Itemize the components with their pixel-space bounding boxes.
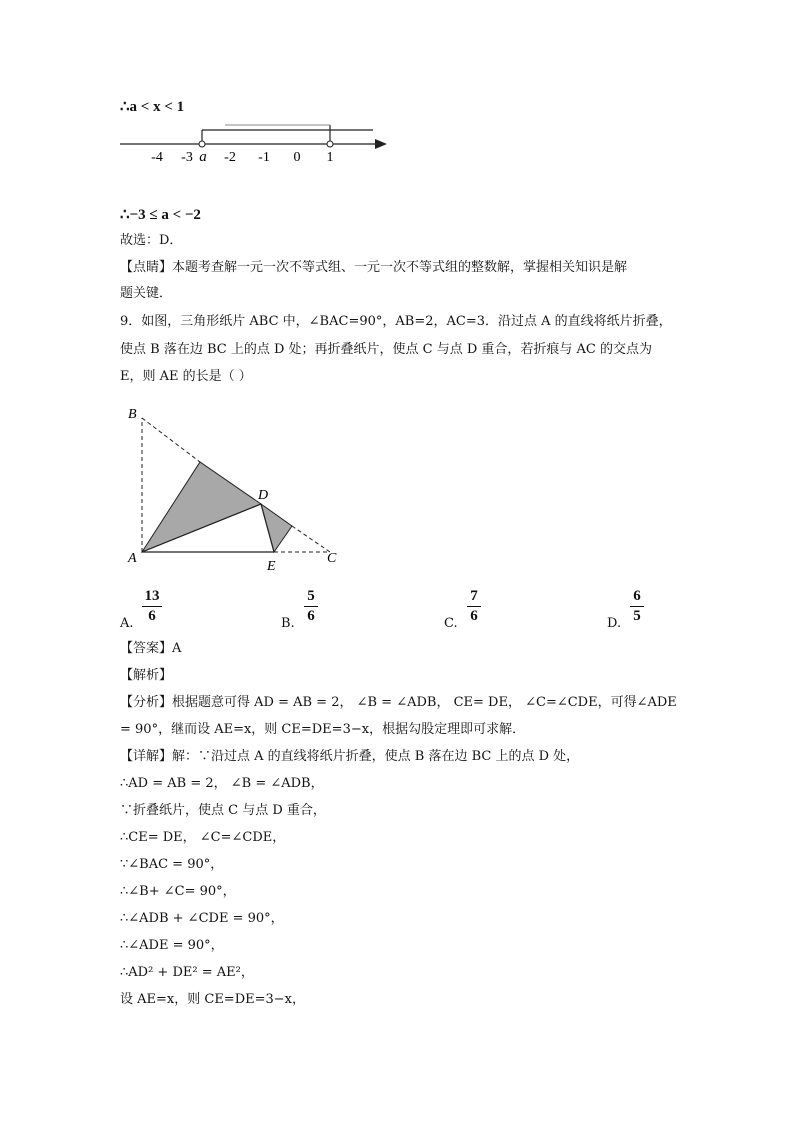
triangle-figure bbox=[120, 400, 350, 575]
option-b-fraction bbox=[304, 588, 318, 625]
detail-line-6: ∴∠B+ ∠C= 90°， bbox=[120, 884, 236, 899]
analysis-line-1: 【分析】根据题意可得 AD = AB = 2， ∠B = ∠ADB， CE= DE， ∠C=∠CDE，可得∠ADE bbox=[120, 695, 677, 710]
dashed-side-c bbox=[292, 526, 330, 552]
numerator: 6 bbox=[633, 588, 641, 604]
detail-line-7: ∴∠ADB + ∠CDE = 90°， bbox=[120, 911, 284, 926]
numerator: 5 bbox=[307, 588, 315, 604]
choice-line: 故选：D． bbox=[120, 233, 183, 248]
denominator: 5 bbox=[633, 608, 641, 624]
tick-label: -1 bbox=[258, 150, 270, 165]
label-e: E bbox=[267, 559, 276, 574]
shaded-triangle-abd bbox=[142, 462, 261, 552]
fraction-bar bbox=[630, 606, 644, 607]
detail-line-8: ∴∠ADE = 90°， bbox=[120, 938, 224, 953]
detail-line-1: 【详解】解：∵沿过点 A 的直线将纸片折叠，使点 B 落在边 BC 上的点 D 处， bbox=[120, 749, 580, 764]
detail-line-2: ∴AD = AB = 2， ∠B = ∠ADB， bbox=[120, 776, 324, 791]
shaded-triangle-dec bbox=[261, 504, 292, 552]
detail-line-9: ∴AD² + DE² = AE²， bbox=[120, 965, 254, 980]
analysis-title: 【解析】 bbox=[120, 668, 173, 683]
label-d: D bbox=[258, 488, 269, 503]
tick-label: 1 bbox=[326, 150, 334, 165]
inequality-bottom: ∴−3 ≤ a < −2 bbox=[120, 207, 201, 223]
label-a: A bbox=[128, 551, 137, 566]
option-d-fraction bbox=[630, 588, 644, 625]
tick-label: -4 bbox=[151, 150, 163, 165]
fraction-bar bbox=[467, 606, 481, 607]
option-c-label: C. bbox=[444, 616, 458, 631]
detail-line-5: ∵∠BAC = 90°， bbox=[120, 857, 224, 872]
tick-label: 0 bbox=[293, 150, 301, 165]
option-a-label: A. bbox=[120, 616, 134, 631]
question-line-1: 9．如图，三角形纸片 ABC 中，∠BAC=90°，AB=2，AC=3．沿过点 A 的直线将纸片折叠， bbox=[120, 314, 672, 329]
option-a-fraction bbox=[142, 588, 162, 625]
numerator: 13 bbox=[144, 588, 160, 604]
option-c-fraction bbox=[467, 588, 481, 625]
detail-line-4: ∴CE= DE， ∠C=∠CDE， bbox=[120, 830, 286, 845]
denominator: 6 bbox=[148, 608, 156, 624]
answer-line: 【答案】A bbox=[120, 641, 182, 656]
numerator: 7 bbox=[470, 588, 478, 604]
label-c: C bbox=[327, 551, 337, 566]
question-line-2: 使点 B 落在边 BC 上的点 D 处；再折叠纸片，使点 C 与点 D 重合，若折痕与 AC 的交点为 bbox=[120, 342, 653, 357]
tick-label: -2 bbox=[224, 150, 236, 165]
arrow-right-icon bbox=[375, 139, 387, 149]
denominator: 6 bbox=[307, 608, 315, 624]
open-point-1 bbox=[327, 141, 333, 147]
option-b-label: B. bbox=[281, 616, 295, 631]
comment-line-1: 【点睛】本题考查解一元一次不等式组、一元一次不等式组的整数解，掌握相关知识是解 bbox=[120, 260, 628, 275]
open-point-a bbox=[199, 141, 205, 147]
number-line bbox=[115, 118, 395, 168]
fraction-bar bbox=[142, 606, 162, 607]
denominator: 6 bbox=[470, 608, 478, 624]
label-b: B bbox=[128, 407, 137, 422]
dashed-side-bd bbox=[142, 418, 200, 462]
fraction-bar bbox=[304, 606, 318, 607]
detail-line-10: 设 AE=x，则 CE=DE=3−x， bbox=[120, 992, 305, 1007]
question-line-3: E，则 AE 的长是（ ） bbox=[120, 369, 252, 384]
comment-line-2: 题关键． bbox=[120, 286, 173, 301]
tick-label: -3 bbox=[181, 150, 193, 165]
option-d-label: D. bbox=[607, 616, 622, 631]
inequality-top: ∴a < x < 1 bbox=[120, 99, 185, 115]
detail-line-3: ∵折叠纸片，使点 C 与点 D 重合， bbox=[120, 803, 326, 818]
tick-label: a bbox=[199, 149, 207, 165]
analysis-line-2: = 90°，继而设 AE=x，则 CE=DE=3−x，根据勾股定理即可求解． bbox=[120, 722, 526, 737]
